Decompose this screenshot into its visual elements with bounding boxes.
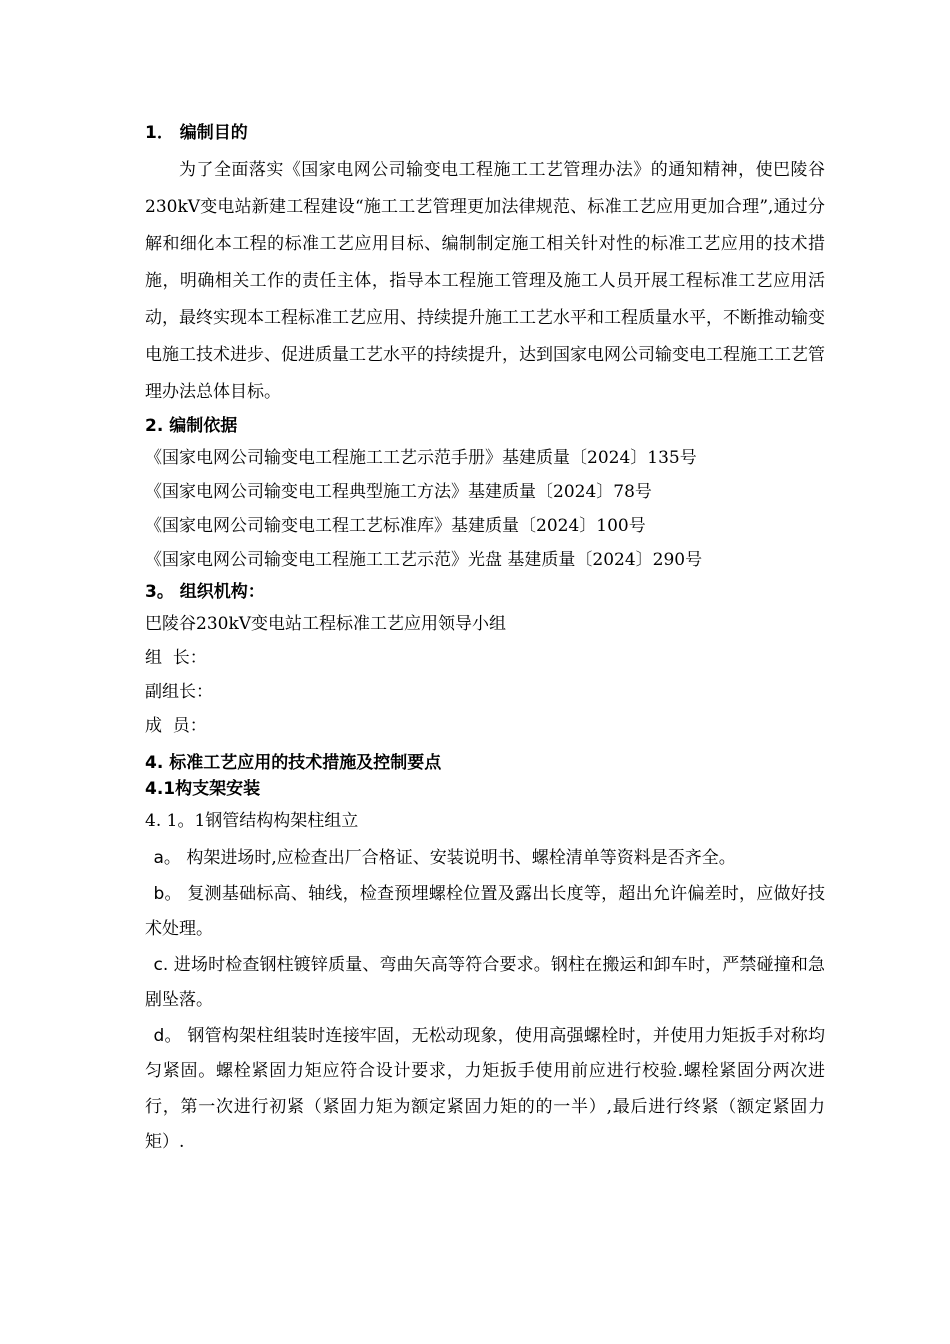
- reference-line: 《国家电网公司输变电工程工艺标准库》基建质量〔2024〕100号: [145, 516, 646, 536]
- section-2-heading: 2. 编制依据: [145, 416, 238, 436]
- section-4-heading: 4. 标准工艺应用的技术措施及控制要点: [145, 753, 442, 773]
- leader-label: 组 长：: [145, 648, 207, 668]
- list-item-marker: c.: [153, 954, 169, 975]
- list-item: [145, 1019, 825, 1161]
- list-item: [145, 877, 825, 948]
- document-page: [145, 118, 825, 1161]
- list-item-text: 进场时检查钢柱镀锌质量、弯曲矢高等符合要求。钢柱在搬运和卸车时，严禁碰撞和急剧坠落。: [145, 954, 825, 1010]
- list-item: [145, 948, 825, 1019]
- group-name: 巴陵谷230kV变电站工程标准工艺应用领导小组: [145, 614, 507, 634]
- reference-line: 《国家电网公司输变电工程施工工艺示范》光盘 基建质量〔2024〕290号: [145, 550, 703, 570]
- list-item-marker: b。: [153, 883, 182, 904]
- section-1-heading: 1． 编制目的: [145, 123, 248, 143]
- member-label: 成 员：: [145, 716, 207, 736]
- list-item-text: 复测基础标高、轴线，检查预埋螺栓位置及露出长度等，超出允许偏差时，应做好技术处理。: [145, 883, 826, 939]
- section-4-1-heading: 4.1构支架安装: [145, 779, 261, 799]
- list-item-marker: a。: [153, 848, 181, 868]
- list-item: [145, 841, 825, 877]
- section-3-heading: 3。 组织机构：: [145, 582, 265, 602]
- list-item-text: 构架进场时,应检查出厂合格证、安装说明书、螺栓清单等资料是否齐全。: [180, 848, 736, 868]
- list-item-text: 钢管构架柱组装时连接牢固，无松动现象，使用高强螺栓时，并使用力矩扳手对称均匀紧固。螺栓紧固力矩应符合设计要求，力矩扳手使用前应进行校验.螺栓紧固分两次进行，第一次进行初紧（紧固力矩为额定紧固力矩的的一半）,最后进行终紧（额定紧固力矩）.: [145, 1025, 826, 1152]
- list-item-marker: d。: [153, 1025, 182, 1046]
- reference-line: 《国家电网公司输变电工程典型施工方法》基建质量〔2024〕78号: [145, 482, 652, 502]
- deputy-label: 副组长：: [145, 682, 213, 702]
- reference-line: 《国家电网公司输变电工程施工工艺示范手册》基建质量〔2024〕135号: [145, 448, 697, 468]
- section-4-1-1-heading: 4. 1。1钢管结构构架柱组立: [145, 811, 359, 831]
- section-1-paragraph: 为了全面落实《国家电网公司输变电工程施工工艺管理办法》的通知精神，使巴陵谷230kV变电站新建工程建设“施工工艺管理更加法律规范、标准工艺应用更加合理”,通过分解和细化本工程的标准工艺应用目标、编制制定施工相关针对性的标准工艺应用的技术措施，明确相关工作的责任主体，指导本工程施工管理及施工人员开展工程标准工艺应用活动，最终实现本工程标准工艺应用、持续提升施工工艺水平和工程质量水平，不断推动输变电施工技术进步、促进质量工艺水平的持续提升，达到国家电网公司输变电工程施工工艺管理办法总体目标。: [145, 160, 825, 402]
